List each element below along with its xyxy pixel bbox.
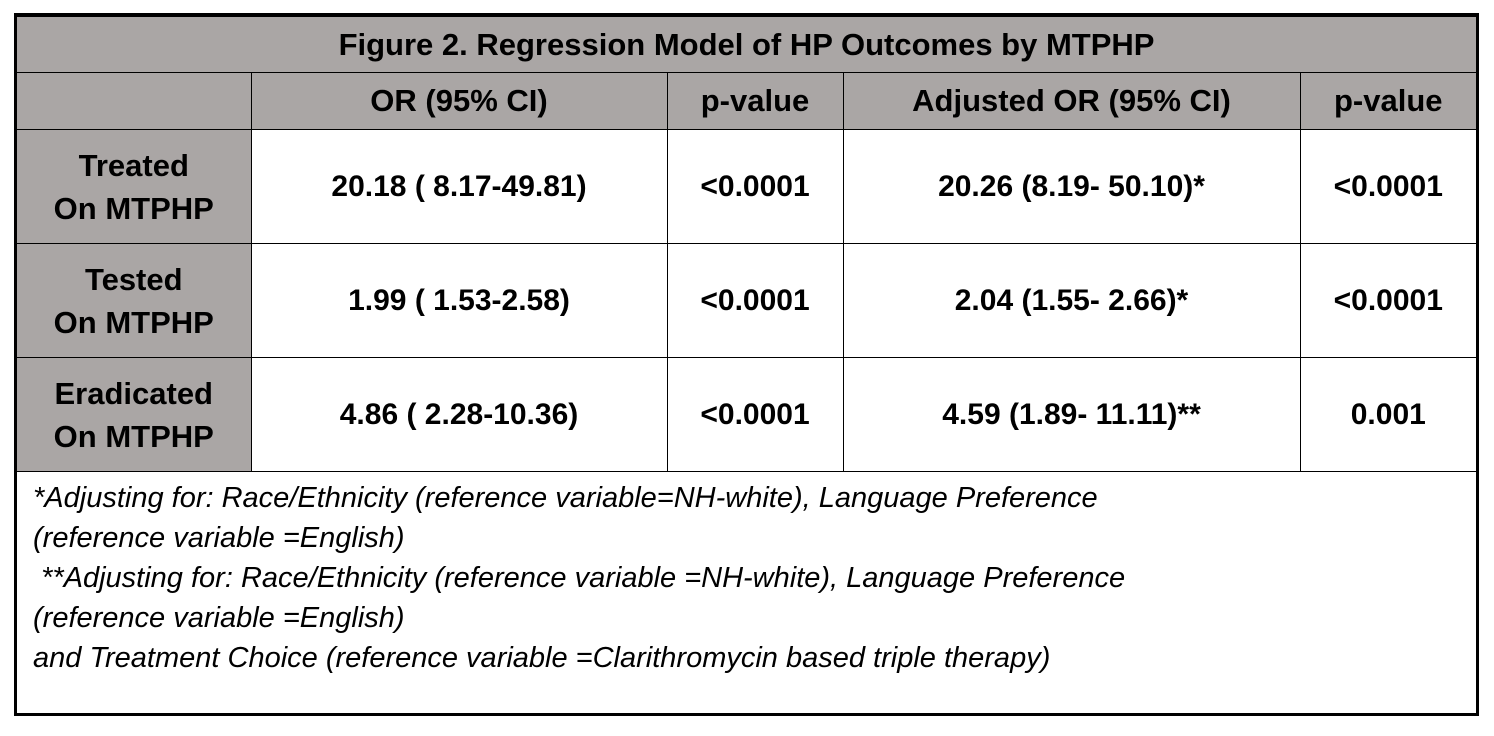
or-ci-cell: 4.86 ( 2.28-10.36) [251, 358, 667, 472]
footnote-line: **Adjusting for: Race/Ethnicity (reference variable =NH-white), Language Preference [33, 562, 1126, 594]
or-ci-cell: 1.99 ( 1.53-2.58) [251, 244, 667, 358]
header-adjusted-p-value: p-value [1300, 73, 1476, 130]
table-row [17, 358, 1476, 472]
row-label-line2: On MTPHP [53, 418, 214, 454]
header-row [17, 73, 1476, 130]
header-adjusted-or-ci: Adjusted OR (95% CI) [843, 73, 1300, 130]
adjusted-or-ci-cell: 4.59 (1.89- 11.11)** [843, 358, 1300, 472]
adjusted-p-value-cell: <0.0001 [1300, 244, 1476, 358]
table-row [17, 244, 1476, 358]
title-row [17, 17, 1476, 73]
header-blank-cell [17, 73, 251, 130]
figure-title: Figure 2. Regression Model of HP Outcomes by MTPHP [17, 17, 1476, 73]
p-value-cell: <0.0001 [667, 130, 843, 244]
p-value-cell: <0.0001 [667, 244, 843, 358]
adjusted-or-ci-cell: 2.04 (1.55- 2.66)* [843, 244, 1300, 358]
footnotes [17, 472, 1476, 678]
or-ci-cell: 20.18 ( 8.17-49.81) [251, 130, 667, 244]
row-label-line1: Tested [84, 261, 183, 297]
adjusted-p-value-cell: <0.0001 [1300, 130, 1476, 244]
adjusted-or-ci-cell: 20.26 (8.19- 50.10)* [843, 130, 1300, 244]
row-label-line1: Eradicated [54, 375, 213, 411]
row-label [17, 130, 251, 244]
row-label [17, 244, 251, 358]
row-label-line1: Treated [78, 147, 189, 183]
p-value-cell: <0.0001 [667, 358, 843, 472]
footnote-line: (reference variable =English) [33, 522, 405, 554]
table-row [17, 130, 1476, 244]
row-label [17, 358, 251, 472]
adjusted-p-value-cell: 0.001 [1300, 358, 1476, 472]
footnote-line: *Adjusting for: Race/Ethnicity (reference variable=NH-white), Language Preference [33, 482, 1098, 514]
row-label-line2: On MTPHP [53, 304, 214, 340]
footnote-line: and Treatment Choice (reference variable =Clarithromycin based triple therapy) [33, 642, 1051, 674]
regression-table [17, 16, 1476, 472]
footnote-line: (reference variable =English) [33, 602, 405, 634]
header-or-ci: OR (95% CI) [251, 73, 667, 130]
row-label-line2: On MTPHP [53, 190, 214, 226]
regression-figure [14, 13, 1479, 716]
header-p-value: p-value [667, 73, 843, 130]
